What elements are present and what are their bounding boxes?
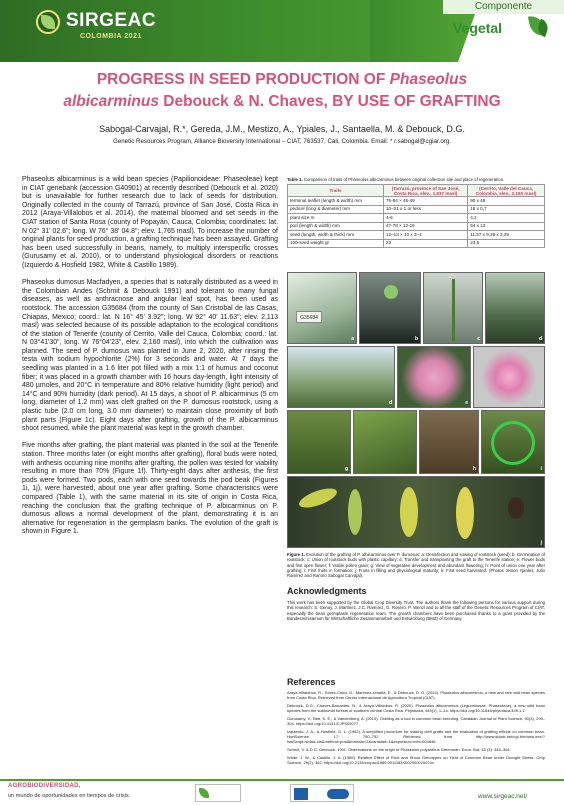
footer-tagline: un mundo de oportunidades en tiempos de crisis. <box>8 793 131 799</box>
table-cell: 18 x 0,7 <box>468 205 545 213</box>
photo-panel-e <box>397 346 471 408</box>
table-cell: terminal leaflet (length & width) mm <box>288 197 384 205</box>
figure-caption <box>287 552 545 578</box>
table-cell: 54 x 13 <box>468 222 545 230</box>
footer-slogan: AGROBIODIVERSIDAD, <box>8 783 81 789</box>
main-text <box>22 176 278 546</box>
reference-item: White, J. W., & Castillo, J. A. (1989). Relative Effect of Root and Shoot Genotypes on Yield of Common Bean under Drought Stress. Crop Science, 29(2), 362. https://doi.org/10.2135/cropsci1989.0011183X002900020024x <box>287 754 545 766</box>
table-row <box>288 197 545 205</box>
table-cell: 100-seed weight gr <box>288 239 384 247</box>
acknowledgments-text: This work has been supported by the Global Crop Diversity Trust. The authors thank the following persons for various support during this research: S. Genoy, J. Martínez, J.C. Ramírez, G. Rosero, P. Wenzl and to all the staff of the Genetic Resources Program of CIAT, especially the bean germplasm regeneration team. The growth chambers have been purchased thanks to a grant provided by the Bundesministerium für Wirtschaftliche Zusammenarbeit und Entwicklung (BMZ) of Germany. <box>287 600 545 622</box>
table-caption <box>287 177 545 182</box>
panel-label: c <box>477 336 480 342</box>
table-cell: 12–13 × 10 x 3–4 <box>384 231 468 239</box>
column-header: (Cerrito, Valle del Cauca, Colombia, elev., 2,160 masl) <box>468 185 545 197</box>
column-header: Traits <box>288 185 384 197</box>
table-cell: 4-6 <box>384 214 468 222</box>
paragraph: Phaseolus dumosus Macfadyen, a species that is naturally distributed as a weed in the Colombian Andes (Schmit & Debouck 1991) and tolerant to many fungal diseases, as well as anthracnose and angular leaf spot, has been used as rootstock. The accession G35684 (from the county of San Cristobal de las Casas, Chiapas, Mexico; coord.: lat. N 16° 45' 3.92"; long. W 92° 40' 11.63"; elev. 2,113 masl) was selected because of its possible adaptation to the ecological conditions of the station of Tenerife (county of Cerrito, Valle del Cauca, Colombia; coord.: lat. N 03°41'30", long. W 76°04'23", elev. 2,160 masl), into which the cultivation was planned. The seed of P. dumosus was planted in June 2, 2020, after rinsing the testa with sodium hypochlorite (2%) for 3 seconds and water. At 7 days the seedling was planted in a 1.6 liter pot filled with a mix 1:1 of humus and coconut fiber; it was placed in a growth chamber with 16 hours day-length, light intensity of 480 µmoles, and 20°C in temperature and 80% relative humidity (light period) and 14°C and 90% humidity (dark period). At 15 days, a shoot of P. albicarminus (5 cm long, diameter of 1.2 mm) was cleft grafted on the P. dumosus rootstock, using a plastic tube (2.0 cm long, 3.0 mm diameter) to maintain close proximity of both plant parts (Figure 1c). Eight days after grafting, growth of the P. albicarminus shoot resumed, while the plant material was kept in the growth chamber. <box>22 279 278 433</box>
seedling-shape <box>384 285 398 299</box>
semillas-logo-icon <box>195 784 241 802</box>
affiliation: Genetic Resources Program, Alliance Bioversity International – CIAT, 763537, Cali, Colombia. Email: * r.sabogal@cgiar.org. <box>112 138 452 145</box>
photo-panel-d <box>485 272 545 344</box>
reference-item: Schmit, V. & D.G. Debouck. 1991. Observations on the origin of Phaseolus polyanthus Greenman. Econ. Bot. 45 (3): 345–364. <box>287 747 511 753</box>
reference-item: Izquierdo, J. A., & Hosfield, G. L. (1982). A simplified procedure for making cleft grafts and the evaluation of grafting effects on common bean. HortScience, 17, 750–752. Retrieved from http://www.sidalc.net/cgi-bin/wxis.exe/?IsisScript=sidalc.xis&method=post&formato=2&cantidad=1&expresion=mfn=004846 <box>287 728 545 745</box>
highlight-circle <box>491 421 535 465</box>
table-row <box>288 231 545 239</box>
table-cell: 11,57 x 9,39 x 3,29 <box>468 231 545 239</box>
table-row <box>288 222 545 230</box>
poster-title <box>20 69 544 113</box>
seed-shape <box>508 497 524 519</box>
authors: Sabogal-Carvajal, R.*, Gereda, J.M., Mestizo, A., Ypiales, J., Santaella, M. & Debouck, D.G. <box>99 124 465 134</box>
table-cell: plant size m <box>288 214 384 222</box>
photo-panel-j-pods <box>287 476 545 548</box>
panel-label: h <box>472 466 476 472</box>
panel-label: d <box>538 336 542 342</box>
paragraph: Phaseolus albicarminus is a wild bean species (Papilionoideae: Phaseoleae) kept in CIAT genebank (accession G40901) at recently described (Debouck et al. 2020) but is unavailable for further research due to lack of seeds for distribution. Originally collected in the county of Tarrazú, province of San José, Costa Rica in 2012 (Araya-Villalobos et al. 2014), the maternal bloomed and set seeds in the CIAT station of Santa Rosa (county of Popayán, Cauca, Colombia; coordinates: lat. N 02° 31' 02.6"; long. W 76° 38' 04.8"; elev. 1,765 masl). To increase the number of original plants for seed production, a grafting technique has been assayed. Grafting has been used successfully in beans, namely, to multiply interspecific crosses (Gurusamy et al. 2010), or to understand physiological disorders or reactions (Izquierdo & Hosfield 1982, White & Castillo 1989). <box>22 176 278 269</box>
photo-panel-i <box>481 410 545 474</box>
table-row <box>288 205 545 213</box>
photo-panel-f <box>473 346 545 408</box>
poster-header <box>0 0 564 64</box>
brand-name: SIRGEAC <box>66 10 157 31</box>
stem-shape <box>452 279 455 341</box>
sample-tag: G35684 <box>296 311 322 323</box>
panel-label: j <box>540 540 542 546</box>
photo-panel-a <box>287 272 357 344</box>
photo-panel-h <box>419 410 479 474</box>
panel-label: a <box>351 336 354 342</box>
caption-text: Comparison of traits of Phaseolus albicarminus between original collection site and place of regeneration. <box>302 177 505 182</box>
panel-label: e <box>465 400 468 406</box>
photo-panel-g2 <box>353 410 417 474</box>
acknowledgments-heading: Acknowledgments <box>287 586 367 596</box>
caption-label: Table 1. <box>287 177 303 182</box>
leaf-icon <box>199 788 209 798</box>
table-cell: seed (length, width & thick) mm <box>288 231 384 239</box>
table-cell: 23,5 <box>468 239 545 247</box>
panel-label: d <box>388 400 392 406</box>
panel-label: b <box>414 336 418 342</box>
photo-panel-g <box>287 410 351 474</box>
title-part: PROGRESS IN SEED PRODUCTION OF <box>96 71 390 88</box>
table-header-row <box>288 185 545 197</box>
pod-shape <box>348 489 362 535</box>
ciat-mark-icon <box>327 789 349 799</box>
photo-panel-d-field <box>287 346 395 408</box>
panel-label: f <box>540 400 542 406</box>
section-name: Vegetal <box>453 20 503 36</box>
photo-panel-c <box>423 272 483 344</box>
section-tab: Componente <box>443 0 564 14</box>
title-part: Debouck & N. Chaves, BY USE OF GRAFTING <box>158 93 501 110</box>
paragraph: Five months after grafting, the plant material was planted in the soil at the Tenerife station. Three months later (or eight months after grafting), floral buds were noted, with anthesis occurring nine months after grafting, the pollen was tested for viability resulting in more than 70% (Figure 1f). Thirty-eight days after anthesis, the first pods were formed. Two pods, each with one seed towards the pod beak (Figures 1i, 1j), were harvested, about one year after grafting. Some characteristics were compared (Table 1), with the same material in its site of origin in Costa Rica, reaching the conclusion that the grafting technique of P. albicarminus on P. dumosus allows a normal development of the plant, demonstrating it is an alternative for regeneration in the germplasm banks. The evolution of the graft is shown in Figure 1. <box>22 442 278 536</box>
website-link[interactable]: www.sirgeac.net/ <box>478 793 528 800</box>
alliance-ciat-logo-icon <box>290 784 354 802</box>
caption-text: Evolution of the grafting of P. albicarminus over P. dumosus: a: Desinfection and sowing of rootstock (seed); b: Germination of rootstock; c: Union of rootstock buds with plastic capillary; d: Transfer and transplanting the graft to the Tenerife station; e: Flower buds and first open flower; f: Viable pollen grain; g: View of vegetative development and abundant flowering; h: Point of union one year after grafting; i: First fruits in formation; j: Fruits in filling and physiological maturity; k: First seed harvested. (Photos Jeison Ypiales, Julio Ramírez and Ramiro Sabogal Carvajal). <box>287 552 545 579</box>
references-list <box>287 690 545 768</box>
pod-shape <box>400 487 418 537</box>
table-row <box>288 214 545 222</box>
brand-subtitle: COLOMBIA 2021 <box>80 33 142 40</box>
footer-divider <box>0 779 564 781</box>
figure-1 <box>287 272 545 548</box>
traits-table <box>287 184 545 248</box>
title-part: Phaseolus <box>389 71 468 88</box>
pod-shape <box>456 487 474 539</box>
pod-shape <box>297 485 339 512</box>
table-cell: 4,2 <box>468 214 545 222</box>
panel-label: g <box>344 466 348 472</box>
title-part: albicarminus <box>63 93 159 110</box>
reference-item: Debouck, D.G., Chaves-Barrantes, N., & Araya-Villalobos, R. (2020). Phaseolus albicarminus (Leguminosae, Phaseoleae), a new wild bean species from the subhumid forests of southern central Costa Rica. Phytotaxa, 449(1), 1–14. https://doi.org/10.11646/phytotaxa.449.1.1 <box>287 702 545 714</box>
table-cell: pod (length & width) mm <box>288 222 384 230</box>
table-cell: 23 <box>384 239 468 247</box>
references-heading: References <box>287 677 336 687</box>
table-cell: pedicel (long & diameter) mm <box>288 205 384 213</box>
caption-label: Figure 1. <box>287 552 305 557</box>
table-cell: 10–21 x 1 or less <box>384 205 468 213</box>
logo-block-icon <box>294 788 308 800</box>
table-cell: 47-78 × 12-16 <box>384 222 468 230</box>
reference-item: Gurusamy, V., Bett, K. E., & Vandenberg, A. (2010). Grafting as a tool in common bean breeding. Canadian Journal of Plant Science, 90(3), 299–304. https://doi.org/10.4141/CJPS09077 <box>287 715 545 727</box>
table-row <box>288 239 545 247</box>
reference-item: Araya-Villalobos, R., Torres-Chico, D., Martínez-Umaña, E., & Debouck, D. G. (2014). Phaseolus albicarminus, a new and rare wild bean species from Costa Rica. Retrieved from Centro Internacional de Agricultura Tropical (CIAT). <box>287 690 545 701</box>
column-header: (Tarrazú, province of San José, Costa Rica, elev., 1,837 masl) <box>384 185 468 197</box>
panel-label: i <box>540 466 542 472</box>
table-cell: 90 x 48 <box>468 197 545 205</box>
photo-panel-b <box>359 272 421 344</box>
table-cell: 76-84 × 45-49 <box>384 197 468 205</box>
